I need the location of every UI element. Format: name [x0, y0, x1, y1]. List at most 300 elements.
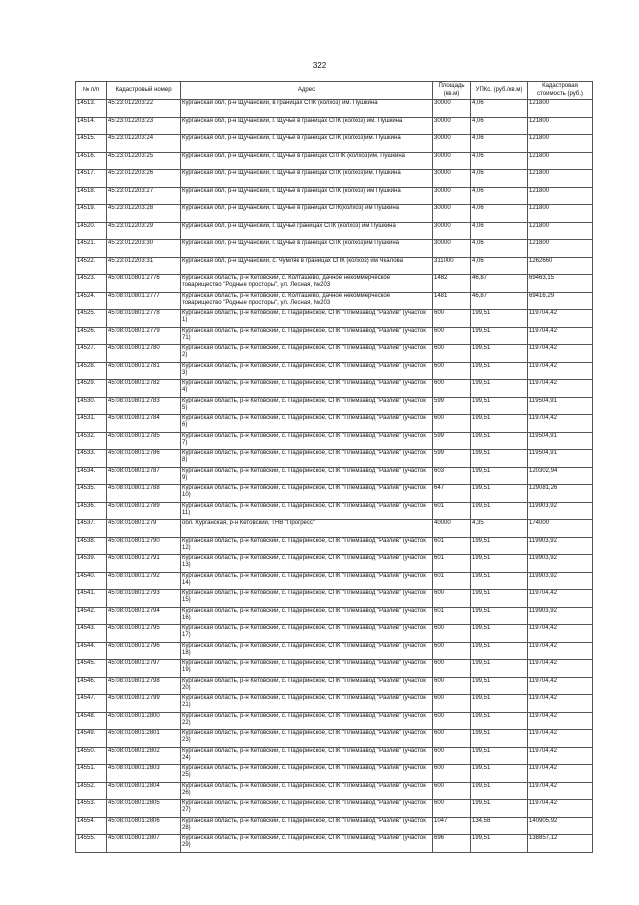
row-number-cell: 14535.: [76, 485, 107, 503]
area-cell: 601: [433, 555, 471, 573]
cadastral-number-cell: 45:08:010801:2788: [107, 485, 181, 503]
cadastral-cost-cell: 119704,42: [528, 327, 593, 345]
area-cell: 600: [433, 310, 471, 328]
cadastral-cost-cell: 140905,92: [528, 817, 593, 835]
cadastral-number-cell: 45:23:012203:27: [107, 187, 181, 205]
area-cell: 600: [433, 677, 471, 695]
row-number-cell: 14532.: [76, 432, 107, 450]
area-cell: 603: [433, 467, 471, 485]
cadastral-number-cell: 45:08:010801:2805: [107, 800, 181, 818]
table-row: [76, 485, 593, 503]
cadastral-number-cell: 45:08:010801:2807: [107, 835, 181, 853]
upks-cell: 4,06: [471, 100, 528, 118]
cadastral-cost-cell: 119903,92: [528, 537, 593, 555]
address-cell: Курганская область, р-н Кетовский, с. Падеринское, СПК "Племзавод "Разлив" (участок 4): [181, 380, 433, 398]
cadastral-table: [75, 81, 593, 853]
row-number-cell: 14530.: [76, 397, 107, 415]
cadastral-cost-cell: 69463,15: [528, 275, 593, 293]
row-number-cell: 14549.: [76, 730, 107, 748]
address-cell: Курганская область, р-н Кетовский, с. Падеринское, СПК "Племзавод "Разлив" (участок 11): [181, 502, 433, 520]
table-body: [76, 100, 593, 853]
cadastral-cost-cell: 119704,42: [528, 800, 593, 818]
address-cell: Курганская область, р-н Кетовский, с. Падеринское, СПК "Племзавод "Разлив" (участок 17): [181, 625, 433, 643]
address-cell: Курганская область, р-н Кетовский, с. Падеринское, СПК "Племзавод "Разлив" (участок 27): [181, 800, 433, 818]
table-row: [76, 292, 593, 310]
cadastral-cost-cell: 129081,26: [528, 485, 593, 503]
row-number-cell: 14514.: [76, 117, 107, 135]
cadastral-number-cell: 45:08:010801:2781: [107, 362, 181, 380]
cadastral-number-cell: 45:08:010801:2783: [107, 397, 181, 415]
area-cell: 311000: [433, 257, 471, 275]
row-number-cell: 14527.: [76, 345, 107, 363]
table-row: [76, 100, 593, 118]
upks-cell: 199,51: [471, 415, 528, 433]
upks-cell: 199,51: [471, 485, 528, 503]
upks-cell: 4,06: [471, 170, 528, 188]
upks-cell: 199,51: [471, 467, 528, 485]
table-row: [76, 537, 593, 555]
cadastral-cost-cell: 119704,42: [528, 712, 593, 730]
area-cell: 30000: [433, 117, 471, 135]
address-cell: Курганская область, р-н Кетовский, с. Падеринское, СПК "Племзавод "Разлив" (участок 7): [181, 432, 433, 450]
address-cell: Курганская обл, р-н Щучанский, г. Щучье в границах СПК (колхоз) им Пушкина: [181, 187, 433, 205]
cadastral-cost-cell: 119903,92: [528, 502, 593, 520]
cadastral-cost-cell: 119504,91: [528, 450, 593, 468]
row-number-cell: 14555.: [76, 835, 107, 853]
cadastral-cost-cell: 1262660: [528, 257, 593, 275]
cadastral-cost-cell: 121800: [528, 187, 593, 205]
area-cell: 599: [433, 450, 471, 468]
cadastral-number-cell: 45:08:010801:2804: [107, 782, 181, 800]
area-cell: 30000: [433, 135, 471, 153]
cadastral-number-cell: 45:08:010801:2793: [107, 590, 181, 608]
area-cell: 600: [433, 695, 471, 713]
cadastral-number-cell: 45:23:012203:29: [107, 222, 181, 240]
row-number-cell: 14520.: [76, 222, 107, 240]
table-row: [76, 555, 593, 573]
area-cell: 600: [433, 345, 471, 363]
address-cell: Курганская область, р-н Кетовский, с. Падеринское, СПК "Племзавод "Разлив" (участок 28): [181, 817, 433, 835]
row-number-cell: 14541.: [76, 590, 107, 608]
upks-cell: 199,51: [471, 747, 528, 765]
area-cell: 30000: [433, 100, 471, 118]
row-number-cell: 14537.: [76, 520, 107, 538]
cadastral-cost-cell: 119704,42: [528, 747, 593, 765]
header-area: Площадь (кв.м): [433, 82, 471, 100]
row-number-cell: 14540.: [76, 572, 107, 590]
address-cell: Курганская обл, р-н Щучанский, г. Щучье границах СПК (колхоз) им Пушкина: [181, 222, 433, 240]
header-upks: УПКс. (руб./кв.м): [471, 82, 528, 100]
row-number-cell: 14538.: [76, 537, 107, 555]
cadastral-cost-cell: 119704,42: [528, 345, 593, 363]
cadastral-number-cell: 45:23:012203:22: [107, 100, 181, 118]
upks-cell: 199,51: [471, 362, 528, 380]
row-number-cell: 14547.: [76, 695, 107, 713]
area-cell: 600: [433, 765, 471, 783]
table-row: [76, 152, 593, 170]
upks-cell: 199,51: [471, 835, 528, 853]
cadastral-cost-cell: 121800: [528, 100, 593, 118]
area-cell: 30000: [433, 152, 471, 170]
table-row: [76, 450, 593, 468]
address-cell: Курганская область, р-н Кетовский, с. Падеринское, СПК "Племзавод "Разлив" (участок 24): [181, 747, 433, 765]
address-cell: Курганская область, р-н Кетовский, с. Падеринское, СПК "Племзавод "Разлив" (участок 13): [181, 555, 433, 573]
row-number-cell: 14519.: [76, 205, 107, 223]
upks-cell: 199,51: [471, 555, 528, 573]
address-cell: Курганская область, р-н Кетовский, с. Падеринское, СПК "Племзавод "Разлив" (участок 18): [181, 642, 433, 660]
upks-cell: 199,51: [471, 677, 528, 695]
cadastral-number-cell: 45:08:010801:2792: [107, 572, 181, 590]
cadastral-cost-cell: 138857,12: [528, 835, 593, 853]
row-number-cell: 14513.: [76, 100, 107, 118]
cadastral-number-cell: 45:23:012203:23: [107, 117, 181, 135]
cadastral-number-cell: 45:08:010801:2791: [107, 555, 181, 573]
address-cell: Курганская область, р-н Кетовский, с. Падеринское, СПК "Племзавод "Разлив" (участок 5): [181, 397, 433, 415]
cadastral-number-cell: 45:08:010801:2780: [107, 345, 181, 363]
area-cell: 600: [433, 747, 471, 765]
table-row: [76, 502, 593, 520]
cadastral-cost-cell: 119903,92: [528, 555, 593, 573]
area-cell: 600: [433, 380, 471, 398]
area-cell: 600: [433, 730, 471, 748]
row-number-cell: 14516.: [76, 152, 107, 170]
table-row: [76, 205, 593, 223]
table-row: [76, 660, 593, 678]
upks-cell: 4,06: [471, 117, 528, 135]
table-header-row: [76, 82, 593, 100]
upks-cell: 199,51: [471, 502, 528, 520]
address-cell: Курганская область, р-н Кетовский, с. Падеринское, СПК "Племзавод "Разлив" (участок 9): [181, 467, 433, 485]
upks-cell: 134,58: [471, 817, 528, 835]
table-row: [76, 117, 593, 135]
table-row: [76, 800, 593, 818]
cadastral-cost-cell: 121800: [528, 205, 593, 223]
area-cell: 1481: [433, 292, 471, 310]
address-cell: Курганская область, р-н Кетовский, с. Падеринское, СПК "Племзавод "Разлив" (участок 1): [181, 310, 433, 328]
upks-cell: 199,51: [471, 712, 528, 730]
area-cell: 600: [433, 642, 471, 660]
address-cell: Курганская обл, р-н Щучанский, г. Щучье в границах СПК (колхоз)им Пушкина: [181, 240, 433, 258]
cadastral-cost-cell: 119704,42: [528, 380, 593, 398]
upks-cell: 199,51: [471, 397, 528, 415]
area-cell: 600: [433, 800, 471, 818]
cadastral-number-cell: 45:08:010801:2778: [107, 310, 181, 328]
address-cell: Курганская область, р-н Кетовский, с. Падеринское, СПК "Племзавод "Разлив" (участок 12): [181, 537, 433, 555]
upks-cell: 199,51: [471, 345, 528, 363]
area-cell: 30000: [433, 240, 471, 258]
upks-cell: 199,51: [471, 537, 528, 555]
upks-cell: 46,87: [471, 292, 528, 310]
upks-cell: 199,51: [471, 450, 528, 468]
upks-cell: 4,06: [471, 257, 528, 275]
address-cell: Курганская область, р-н Кетовский, с. Падеринское, СПК "Племзавод "Разлив" (участок 29): [181, 835, 433, 853]
cadastral-cost-cell: 119704,42: [528, 415, 593, 433]
address-cell: Курганская область, р-н Кетовский, с. Падеринское, СПК "Племзавод "Разлив" (участок 20): [181, 677, 433, 695]
upks-cell: 4,06: [471, 152, 528, 170]
cadastral-cost-cell: 120302,94: [528, 467, 593, 485]
area-cell: 647: [433, 485, 471, 503]
address-cell: Курганская область, р-н Кетовский, с. Падеринское, СПК "Племзавод "Разлив" (участок 3): [181, 362, 433, 380]
table-row: [76, 625, 593, 643]
area-cell: 30000: [433, 187, 471, 205]
table-row: [76, 240, 593, 258]
cadastral-cost-cell: 121800: [528, 222, 593, 240]
row-number-cell: 14517.: [76, 170, 107, 188]
row-number-cell: 14534.: [76, 467, 107, 485]
header-address: Адрес: [181, 82, 433, 100]
address-cell: Курганская область, р-н Кетовский, с. Падеринское, СПК "Племзавод "Разлив" (участок 26): [181, 782, 433, 800]
cadastral-cost-cell: 119704,42: [528, 625, 593, 643]
address-cell: Курганская область, р-н Кетовский, с. Падеринское, СПК "Племзавод "Разлив" (участок 16): [181, 607, 433, 625]
cadastral-number-cell: 45:08:010801:2782: [107, 380, 181, 398]
table-row: [76, 835, 593, 853]
cadastral-number-cell: 45:08:010801:2784: [107, 415, 181, 433]
area-cell: 600: [433, 590, 471, 608]
table-row: [76, 362, 593, 380]
area-cell: 1482: [433, 275, 471, 293]
cadastral-number-cell: 45:08:010801:2779: [107, 327, 181, 345]
area-cell: 600: [433, 327, 471, 345]
area-cell: 601: [433, 607, 471, 625]
cadastral-cost-cell: 121800: [528, 135, 593, 153]
table-row: [76, 275, 593, 293]
cadastral-number-cell: 45:08:010801:2785: [107, 432, 181, 450]
row-number-cell: 14524.: [76, 292, 107, 310]
table-row: [76, 467, 593, 485]
upks-cell: 199,51: [471, 660, 528, 678]
row-number-cell: 14553.: [76, 800, 107, 818]
table-row: [76, 782, 593, 800]
address-cell: Курганская область, р-н Кетовский, с. Падеринское, СПК "Племзавод "Разлив" (участок 6): [181, 415, 433, 433]
table-row: [76, 730, 593, 748]
header-cadastral: Кадастровый номер: [107, 82, 181, 100]
upks-cell: 199,51: [471, 572, 528, 590]
row-number-cell: 14526.: [76, 327, 107, 345]
cadastral-cost-cell: 121800: [528, 152, 593, 170]
table-row: [76, 327, 593, 345]
upks-cell: 199,51: [471, 310, 528, 328]
cadastral-cost-cell: 174000: [528, 520, 593, 538]
table-row: [76, 712, 593, 730]
table-row: [76, 590, 593, 608]
address-cell: Курганская обл, р-н Щучанский, г. Щучье в границах СППК (колхоз)им. Пушкина: [181, 152, 433, 170]
cadastral-cost-cell: 119704,42: [528, 642, 593, 660]
address-cell: Курганская область, р-н Кетовский, с. Колташево, дачное некоммерческое товарищество "Родные просторы", ул. Лесная, №203: [181, 275, 433, 293]
row-number-cell: 14545.: [76, 660, 107, 678]
area-cell: 696: [433, 835, 471, 853]
row-number-cell: 14552.: [76, 782, 107, 800]
cadastral-cost-cell: 119704,42: [528, 310, 593, 328]
cadastral-number-cell: 45:23:012203:25: [107, 152, 181, 170]
address-cell: Курганская область, р-н Кетовский, с. Падеринское, СПК "Племзавод "Разлив" (участок 15): [181, 590, 433, 608]
header-num: № п/п: [76, 82, 107, 100]
row-number-cell: 14554.: [76, 817, 107, 835]
address-cell: Курганская область, р-н Кетовский, с. Падеринское, СПК "Племзавод "Разлив" (участок 14): [181, 572, 433, 590]
area-cell: 601: [433, 572, 471, 590]
row-number-cell: 14525.: [76, 310, 107, 328]
cadastral-cost-cell: 119704,42: [528, 362, 593, 380]
row-number-cell: 14523.: [76, 275, 107, 293]
table-row: [76, 380, 593, 398]
cadastral-cost-cell: 119704,42: [528, 730, 593, 748]
address-cell: обл. Курганская, р-н Кетовский, ТНВ "Прогресс": [181, 520, 433, 538]
table-row: [76, 345, 593, 363]
address-cell: Курганская область, р-н Кетовский, с. Падеринское, СПК "Племзавод "Разлив" (участок 21): [181, 695, 433, 713]
upks-cell: 199,51: [471, 765, 528, 783]
address-cell: Курганская обл, р-н Щучанский, в границах СПК (колхоз) им. Пушкина: [181, 100, 433, 118]
row-number-cell: 14551.: [76, 765, 107, 783]
cadastral-number-cell: 45:08:010801:2795: [107, 625, 181, 643]
cadastral-number-cell: 45:08:010801:2794: [107, 607, 181, 625]
table-row: [76, 817, 593, 835]
cadastral-number-cell: 45:08:010801:2798: [107, 677, 181, 695]
address-cell: Курганская область, р-н Кетовский, с. Падеринское, СПК "Племзавод "Разлив" (участок 8): [181, 450, 433, 468]
upks-cell: 199,51: [471, 432, 528, 450]
address-cell: Курганская область, р-н Кетовский, с. Падеринское, СПК "Племзавод "Разлив" (участок 22): [181, 712, 433, 730]
address-cell: Курганская область, р-н Кетовский, с. Падеринское, СПК "Племзавод "Разлив" (участок 25): [181, 765, 433, 783]
cadastral-cost-cell: 121800: [528, 240, 593, 258]
upks-cell: 4,35: [471, 520, 528, 538]
cadastral-number-cell: 45:08:010801:2786: [107, 450, 181, 468]
upks-cell: 4,06: [471, 135, 528, 153]
row-number-cell: 14521.: [76, 240, 107, 258]
cadastral-number-cell: 45:08:010801:2787: [107, 467, 181, 485]
table-row: [76, 520, 593, 538]
address-cell: Курганская область, р-н Кетовский, с. Падеринское, СПК "Племзавод "Разлив" (участок 19): [181, 660, 433, 678]
table-row: [76, 677, 593, 695]
cadastral-cost-cell: 119903,92: [528, 607, 593, 625]
table-row: [76, 397, 593, 415]
table-row: [76, 310, 593, 328]
area-cell: 599: [433, 397, 471, 415]
row-number-cell: 14528.: [76, 362, 107, 380]
table-row: [76, 170, 593, 188]
page-number: 322: [312, 61, 327, 70]
cadastral-number-cell: 45:23:012203:31: [107, 257, 181, 275]
address-cell: Курганская обл, р-н Щучанский, г. Щучье в границах СПК (колхоз)им. Пушкина: [181, 170, 433, 188]
cadastral-number-cell: 45:08:010801:2802: [107, 747, 181, 765]
upks-cell: 199,51: [471, 782, 528, 800]
cadastral-number-cell: 45:08:010801:2803: [107, 765, 181, 783]
cadastral-cost-cell: 121800: [528, 117, 593, 135]
row-number-cell: 14544.: [76, 642, 107, 660]
area-cell: 600: [433, 415, 471, 433]
area-cell: 30000: [433, 205, 471, 223]
address-cell: Курганская обл, р-н Щучанский, г. Щучье в границах СПК (колхоз) им. Пушкина: [181, 117, 433, 135]
table-row: [76, 747, 593, 765]
table-row: [76, 222, 593, 240]
upks-cell: 46,87: [471, 275, 528, 293]
address-cell: Курганская обл, р-н Щучанский, г. Щучье в границах СПК(колхоз) им Пушкина: [181, 205, 433, 223]
table-row: [76, 607, 593, 625]
cadastral-number-cell: 45:08:010801:2800: [107, 712, 181, 730]
cadastral-number-cell: 45:23:012203:26: [107, 170, 181, 188]
cadastral-cost-cell: 119704,42: [528, 765, 593, 783]
upks-cell: 199,51: [471, 607, 528, 625]
cadastral-number-cell: 45:08:010801:2797: [107, 660, 181, 678]
cadastral-cost-cell: 119704,42: [528, 590, 593, 608]
header-cost: Кадастровая стоимость (руб.): [528, 82, 593, 100]
upks-cell: 199,51: [471, 642, 528, 660]
area-cell: 601: [433, 502, 471, 520]
area-cell: 30000: [433, 222, 471, 240]
table-row: [76, 257, 593, 275]
cadastral-cost-cell: 119704,42: [528, 695, 593, 713]
upks-cell: 199,51: [471, 695, 528, 713]
cadastral-cost-cell: 121800: [528, 170, 593, 188]
address-cell: Курганская обл, р-н Щучанский, с. Чумляк в границах СПК (колхоз) им Чкалова: [181, 257, 433, 275]
cadastral-cost-cell: 119504,91: [528, 397, 593, 415]
cadastral-number-cell: 45:23:012203:30: [107, 240, 181, 258]
upks-cell: 199,51: [471, 730, 528, 748]
upks-cell: 199,51: [471, 590, 528, 608]
area-cell: 601: [433, 537, 471, 555]
table-row: [76, 135, 593, 153]
row-number-cell: 14522.: [76, 257, 107, 275]
table-row: [76, 572, 593, 590]
row-number-cell: 14550.: [76, 747, 107, 765]
upks-cell: 199,51: [471, 800, 528, 818]
upks-cell: 199,51: [471, 625, 528, 643]
upks-cell: 4,06: [471, 222, 528, 240]
upks-cell: 4,06: [471, 187, 528, 205]
upks-cell: 4,06: [471, 205, 528, 223]
cadastral-number-cell: 45:23:012203:28: [107, 205, 181, 223]
area-cell: 40000: [433, 520, 471, 538]
cadastral-number-cell: 45:08:010801:2799: [107, 695, 181, 713]
area-cell: 600: [433, 362, 471, 380]
cadastral-number-cell: 45:08:010801:2801: [107, 730, 181, 748]
row-number-cell: 14546.: [76, 677, 107, 695]
cadastral-number-cell: 45:08:010801:2789: [107, 502, 181, 520]
cadastral-number-cell: 45:23:012203:24: [107, 135, 181, 153]
area-cell: 599: [433, 432, 471, 450]
upks-cell: 4,06: [471, 240, 528, 258]
area-cell: 1047: [433, 817, 471, 835]
address-cell: Курганская область, р-н Кетовский, с. Колташево, дачное некоммерческое товарищество "Родные просторы", ул. Лесная, №203: [181, 292, 433, 310]
cadastral-number-cell: 45:08:010801:2776: [107, 275, 181, 293]
address-cell: Курганская область, р-н Кетовский, с. Падеринское, СПК "Племзавод "Разлив" (участок 10): [181, 485, 433, 503]
address-cell: Курганская обл, р-н Щучанский, г. Щучье в границах СПК (колхоз)им. Пушкина: [181, 135, 433, 153]
row-number-cell: 14531.: [76, 415, 107, 433]
area-cell: 600: [433, 660, 471, 678]
address-cell: Курганская область, р-н Кетовский, с. Падеринское, СПК "Племзавод "Разлив" (участок 71): [181, 327, 433, 345]
table-row: [76, 695, 593, 713]
table-row: [76, 415, 593, 433]
row-number-cell: 14542.: [76, 607, 107, 625]
area-cell: 600: [433, 782, 471, 800]
cadastral-cost-cell: 119704,42: [528, 677, 593, 695]
area-cell: 30000: [433, 170, 471, 188]
cadastral-number-cell: 45:08:010801:2796: [107, 642, 181, 660]
cadastral-cost-cell: 69416,29: [528, 292, 593, 310]
cadastral-cost-cell: 119704,42: [528, 660, 593, 678]
area-cell: 600: [433, 712, 471, 730]
upks-cell: 199,51: [471, 327, 528, 345]
cadastral-cost-cell: 119704,42: [528, 782, 593, 800]
table-row: [76, 765, 593, 783]
cadastral-cost-cell: 119504,91: [528, 432, 593, 450]
cadastral-number-cell: 45:08:010801:279: [107, 520, 181, 538]
row-number-cell: 14539.: [76, 555, 107, 573]
cadastral-number-cell: 45:08:010801:2790: [107, 537, 181, 555]
row-number-cell: 14533.: [76, 450, 107, 468]
cadastral-number-cell: 45:08:010801:2806: [107, 817, 181, 835]
row-number-cell: 14548.: [76, 712, 107, 730]
address-cell: Курганская область, р-н Кетовский, с. Падеринское, СПК "Племзавод "Разлив" (участок 23): [181, 730, 433, 748]
row-number-cell: 14536.: [76, 502, 107, 520]
cadastral-cost-cell: 119903,92: [528, 572, 593, 590]
